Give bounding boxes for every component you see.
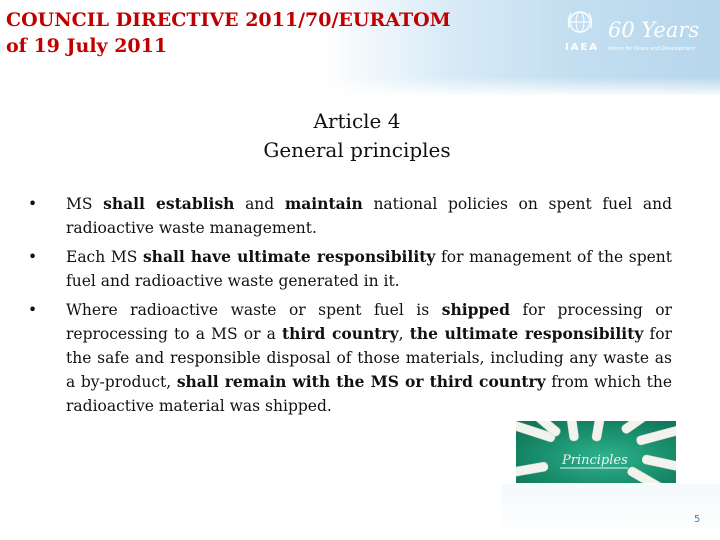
body-text: from which the radioactive material was shipped. [66, 373, 672, 415]
emphasis-text: the ultimate responsibility [409, 324, 644, 343]
principle-item [28, 245, 672, 293]
page-number: 5 [694, 514, 701, 525]
emphasis-text: shall have ultimate responsibility [142, 247, 436, 266]
years-wordmark: 60 Years [608, 18, 700, 42]
article-number: Article 4 [313, 109, 401, 133]
bullet-dot: • [28, 301, 38, 319]
body-text: , [398, 325, 410, 343]
bullet-dot: • [28, 248, 38, 266]
un-emblem-icon [566, 8, 594, 36]
emphasis-text: shall remain with the MS or third country [176, 372, 546, 391]
body-text: for processing or reprocessing to a MS or a [66, 301, 672, 343]
emphasis-text: maintain [284, 194, 363, 213]
emphasis-text: shipped [441, 300, 510, 319]
principle-item [28, 298, 672, 418]
bullet-dot: • [28, 195, 38, 213]
principles-image [516, 421, 676, 483]
slide-title [6, 7, 451, 59]
iaea-wordmark: IAEA [564, 42, 600, 53]
article-title: General principles [263, 138, 451, 162]
body-text: for the safe and responsible disposal of those materials, including any waste as a by-product, [66, 325, 672, 391]
logo-tagline: Atoms for Peace and Development [608, 46, 696, 52]
emphasis-text: shall establish [103, 194, 235, 213]
principle-item [28, 192, 672, 240]
body-text: MS [66, 195, 104, 213]
principles-image-graphic [516, 421, 676, 483]
principles-list [28, 192, 672, 423]
body-text: national policies on spent fuel and radioactive waste management. [66, 195, 672, 237]
footer-strip [502, 484, 720, 540]
title-line-2: of 19 July 2011 [6, 35, 168, 57]
title-line-1: COUNCIL DIRECTIVE 2011/70/EURATOM [6, 9, 451, 31]
body-text: Where radioactive waste or spent fuel is [66, 301, 442, 319]
article-heading [0, 107, 714, 165]
emphasis-text: third country [282, 324, 399, 343]
body-text: and [234, 195, 285, 213]
body-text: for management of the spent fuel and radioactive waste generated in it. [66, 248, 673, 290]
body-text: Each MS [66, 248, 143, 266]
principles-chalk-text: Principles [562, 453, 628, 468]
iaea-60-years-logo [562, 8, 702, 58]
